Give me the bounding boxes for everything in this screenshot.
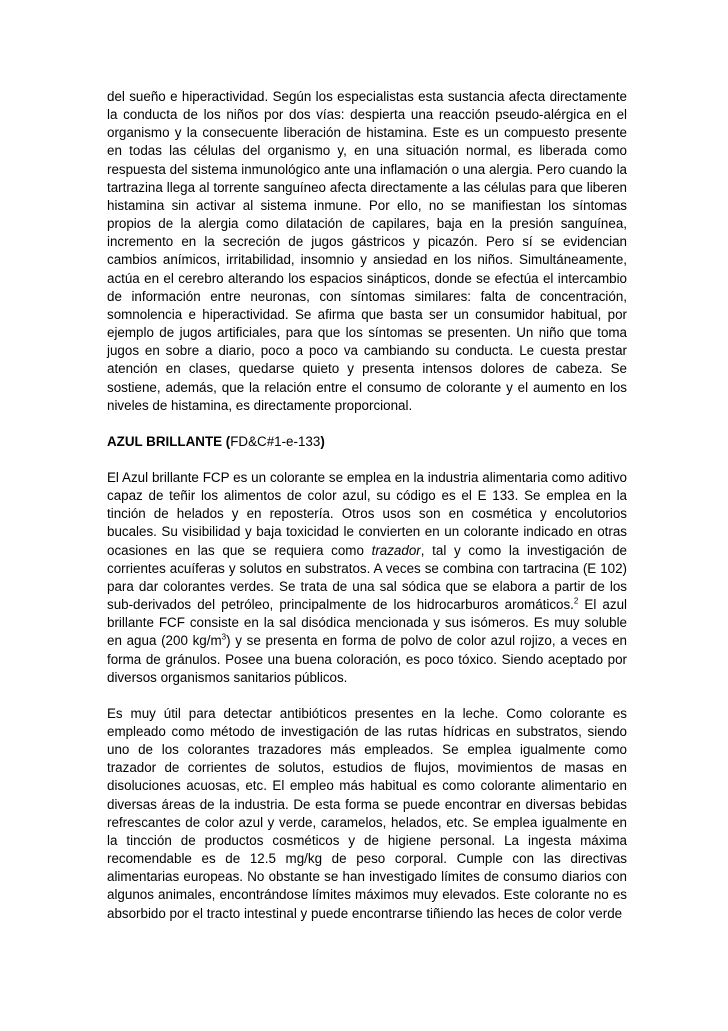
footnote-reference: 2 [573, 596, 579, 606]
paragraph-spacer [107, 687, 627, 705]
text-run: El azul brillante FCF consiste en la sal disódica mencionada y sus isómeros. Es muy soluble en agua (200 kg/m [107, 597, 627, 649]
text-run: ) y se presenta en forma de polvo de color azul rojizo, a veces en forma de gránulos. Posee una buena coloración, es poco tóxico. Siendo aceptado por diversos organismos sanitarios públicos. [107, 633, 627, 685]
heading-open-paren: ( [222, 433, 231, 449]
heading-title: AZUL BRILLANTE [107, 433, 223, 449]
paragraph-azul-uses: Es muy útil para detectar antibióticos presentes en la leche. Como colorante es empleado como método de investigación de las rutas hídricas en substratos, siendo uno de los colorantes trazadores más empleados. Se emplea igualmente como trazador de corrientes de solutos, estudios de flujos, movimientos de masas en disoluciones acuosas, etc. El empleo más habitual es como colorante alimentario en diversas áreas de la industria. De esta forma se puede encontrar en diversas bebidas refrescantes de color azul y verde, caramelos, helados, etc. Se emplea igualmente en la tincción de productos cosméticos y de higiene personal. La ingesta máxima recomendable es de 12.5 mg/kg de peso corporal. Cumple con las directivas alimentarias europeas. No obstante se han investigado límites de consumo diarios con algunos animales, encontrándose límites máximos muy elevados. Este colorante no es absorbido por el tracto intestinal y puede encontrarse tiñiendo las heces de color verde [107, 705, 627, 921]
text-run: , tal y como la investigación de corrientes acuíferas y solutos en substratos. A veces se combina con tartracina (E 102) para dar colorantes verdes. Se trata de una sal sódica que se elabora a partir de los sub-derivados del petróleo, principalmente de los hidrocarburos aromáticos. [107, 542, 627, 613]
paragraph-tartrazina-effects: del sueño e hiperactividad. Según los especialistas esta sustancia afecta directamente la conducta de los niños por dos vías: despierta una reacción pseudo-alérgica en el organismo y la consecuente liberación de histamina. Este es un compuesto presente en todas las células del organismo y, en una situación normal, es liberada como respuesta del sistema inmunológico ante una inflamación o una alergia. Pero cuando la tartrazina llega al torrente sanguíneo afecta directamente a las células para que liberen histamina sin activar al sistema inmune. Por ello, no se manifiestan los síntomas propios de la alergia como dilatación de capilares, baja en la presión sanguínea, incremento en la secreción de jugos gástricos y picazón. Pero sí se evidencian cambios anímicos, irritabilidad, insomnio y ansiedad en los niños. Simultáneamente, actúa en el cerebro alterando los espacios sinápticos, donde se efectúa el intercambio de información entre neuronas, con síntomas similares: falta de concentración, somnolencia e hiperactividad. Se afirma que basta ser un consumidor habitual, por ejemplo de jugos artificiales, para que los síntomas se presenten. Un niño que toma jugos en sobre a diario, poco a poco va cambiando su conducta. Le cuesta prestar atención en clases, quedarse quieto y presenta intensos dolores de cabeza. Se sostiene, además, que la relación entre el consumo de colorante y el aumento en los niveles de histamina, es directamente proporcional. [107, 89, 627, 413]
paragraph-spacer [107, 451, 627, 469]
heading-code: FD&C#1-e-133 [230, 433, 321, 449]
heading-close-paren: ) [320, 433, 325, 449]
paragraph-spacer [107, 415, 627, 433]
text-run: El Azul brillante FCP es un colorante se emplea en la industria alimentaria como aditivo capaz de teñir los alimentos de color azul, su código es el E 133. Se emplea en la tinción de helados y en repostería. Otros usos son en cosmética y encolutorios bucales. Su visibilidad y baja toxicidad le convierten en un colorante indicado en otras ocasiones en las que se requiera como [107, 469, 627, 558]
document-page [107, 88, 627, 923]
paragraph-azul-description [107, 469, 627, 687]
unit-exponent: 3 [221, 632, 227, 642]
italic-term: trazador [371, 542, 421, 558]
section-heading [107, 433, 627, 451]
